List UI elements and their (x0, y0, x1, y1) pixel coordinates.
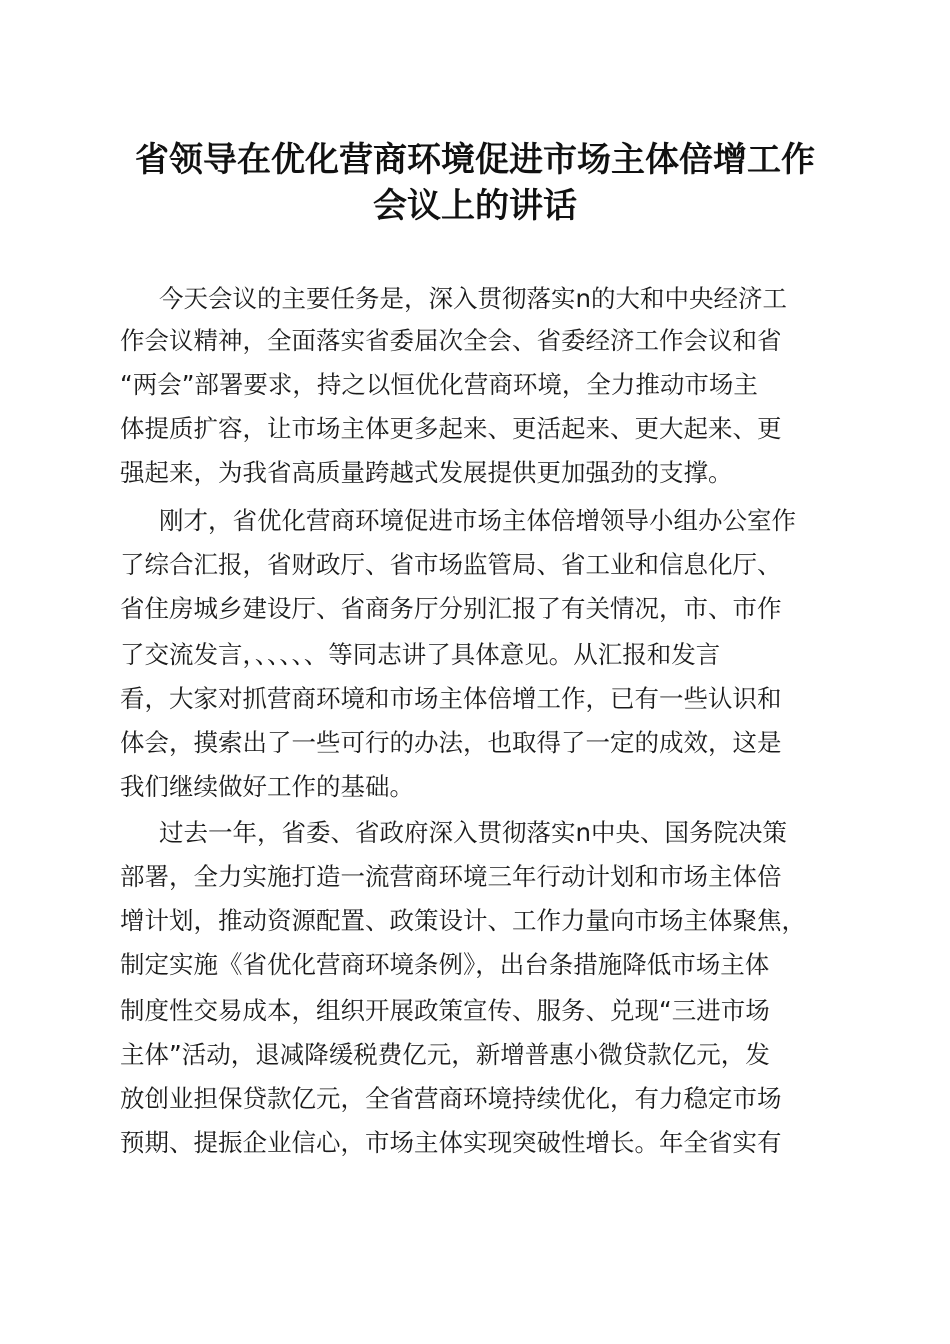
paragraph-3-line-2: 部署，全力实施打造一流营商环境三年行动计划和市场主体倍 (120, 862, 782, 891)
paragraph-2-line-7: 我们继续做好工作的基础。 (120, 772, 414, 801)
paragraph-3-line-8: 预期、提振企业信心，市场主体实现突破性增长。年全省实有 (120, 1128, 782, 1157)
paragraph-3-line-1: 过去一年，省委、省政府深入贯彻落实n中央、国务院决策 (159, 818, 788, 847)
paragraph-3-line-5: 制度性交易成本，组织开展政策宣传、服务、兑现“三进市场 (120, 996, 770, 1025)
paragraph-3-line-7: 放创业担保贷款亿元，全省营商环境持续优化，有力稳定市场 (120, 1084, 782, 1113)
paragraph-1-line-2: 作会议精神，全面落实省委届次全会、省委经济工作会议和省 (120, 326, 782, 355)
paragraph-2-line-5: 看，大家对抓营商环境和市场主体倍增工作，已有一些认识和 (120, 684, 782, 713)
paragraph-2-line-3: 省住房城乡建设厅、省商务厅分别汇报了有关情况，市、市作 (120, 594, 782, 623)
paragraph-2-line-2: 了综合汇报，省财政厅、省市场监管局、省工业和信息化厅、 (120, 550, 782, 579)
document-title-line-2: 会议上的讲话 (373, 186, 577, 226)
document-title-line-1: 省领导在优化营商环境促进市场主体倍增工作 (135, 140, 815, 180)
paragraph-1-line-1: 今天会议的主要任务是，深入贯彻落实n的大和中央经济工 (159, 284, 788, 313)
paragraph-2-line-4: 了交流发言，、、、、、等同志讲了具体意见。从汇报和发言 (120, 640, 721, 669)
paragraph-1-line-3: “两会”部署要求，持之以恒优化营商环境，全力推动市场主 (120, 370, 758, 399)
paragraph-3-line-3: 增计划，推动资源配置、政策设计、工作力量向市场主体聚焦， (120, 906, 806, 935)
paragraph-1-line-4: 体提质扩容，让市场主体更多起来、更活起来、更大起来、更 (120, 414, 782, 443)
paragraph-2-line-6: 体会，摸索出了一些可行的办法，也取得了一定的成效，这是 (120, 728, 782, 757)
paragraph-3-line-4: 制定实施《省优化营商环境条例》，出台条措施降低市场主体 (120, 950, 770, 979)
paragraph-1-line-5: 强起来，为我省高质量跨越式发展提供更加强劲的支撑。 (120, 458, 733, 487)
paragraph-3-line-6: 主体”活动，退减降缓税费亿元，新增普惠小微贷款亿元，发 (120, 1040, 770, 1069)
paragraph-2-line-1: 刚才，省优化营商环境促进市场主体倍增领导小组办公室作 (159, 506, 796, 535)
